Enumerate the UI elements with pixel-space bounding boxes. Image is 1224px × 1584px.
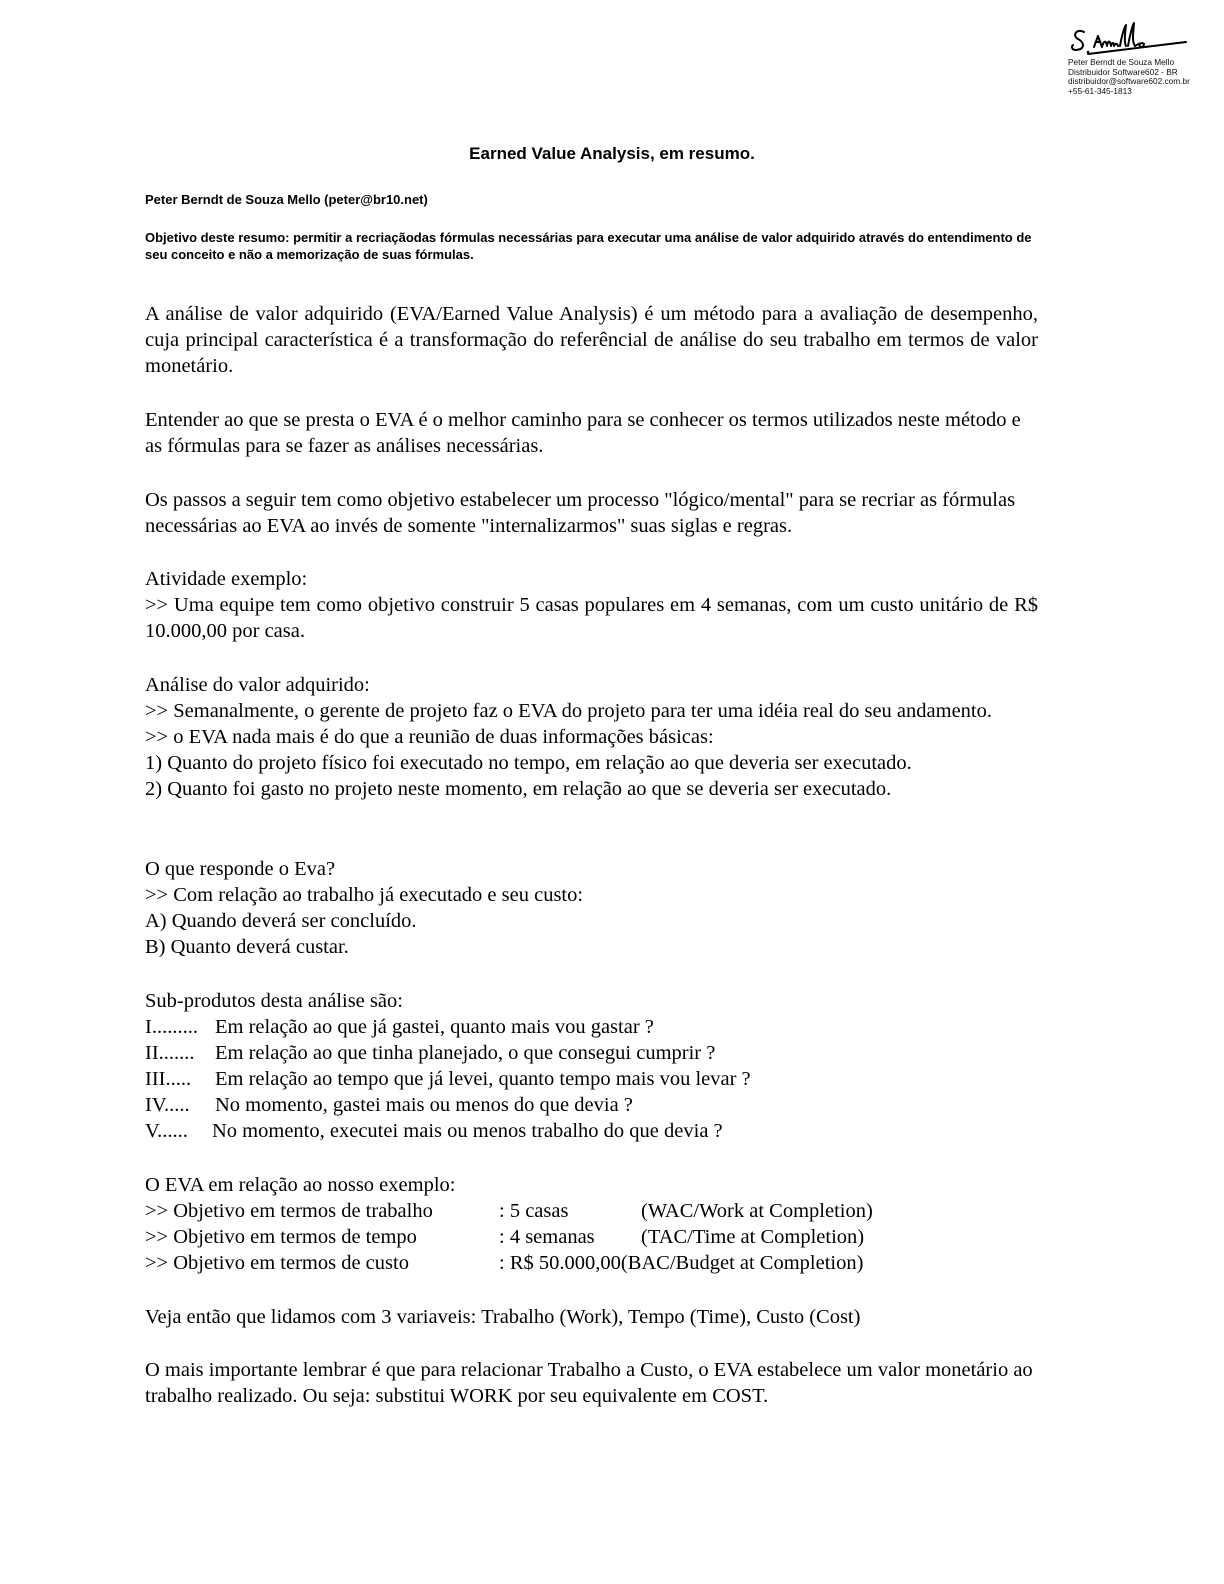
analysis-heading: Análise do valor adquirido: [145, 674, 370, 696]
list-item-text: No momento, executei mais ou menos trabalho do que devia ? [212, 1120, 723, 1142]
list-item [145, 1092, 1038, 1118]
answers-heading: O que responde o Eva? [145, 858, 336, 880]
example-text: >> Uma equipe tem como objetivo construir 5 casas populares em 4 semanas, com um custo unitário de R$ 10.000,00 por casa. [145, 594, 1038, 642]
subproducts-heading: Sub-produtos desta análise são: [145, 990, 403, 1012]
list-item-text: Em relação ao que já gastei, quanto mais vou gastar ? [215, 1016, 654, 1038]
list-item-text: No momento, gastei mais ou menos do que devia ? [215, 1094, 633, 1116]
list-item: A) Quando deverá ser concluído. [145, 910, 417, 932]
author-line: Peter Berndt de Souza Mello (peter@br10.net) [145, 192, 428, 207]
list-item [145, 1066, 1038, 1092]
page-title: Earned Value Analysis, em resumo. [469, 144, 755, 163]
conclusion-paragraph: O mais importante lembrar é que para relacionar Trabalho a Custo, o EVA estabelece um valor monetário ao trabalho realizado. Ou seja: substitui WORK por seu equivalente em COST. [145, 1359, 1033, 1407]
table-row [145, 1250, 1038, 1276]
subproducts-section [145, 988, 1038, 1144]
list-item [145, 1014, 1038, 1040]
list-item: 2) Quanto foi gasto no projeto neste momento, em relação ao que se deveria ser executado. [145, 778, 892, 800]
example-heading: Atividade exemplo: [145, 568, 308, 590]
understanding-paragraph: Entender ao que se presta o EVA é o melhor caminho para se conhecer os termos utilizados neste método e as fórmulas para se fazer as análises necessárias. [145, 409, 1021, 457]
table-row [145, 1198, 1038, 1224]
contact-email: distribuidor@software602.com.br [1068, 76, 1190, 87]
objective-label: >> Objetivo em termos de custo [145, 1252, 409, 1274]
example-section [145, 566, 1038, 644]
list-item [145, 1040, 1038, 1066]
list-item-number: I......... [145, 1016, 198, 1038]
objective-value: : R$ 50.000,00 [499, 1252, 621, 1274]
list-item-number: II....... [145, 1042, 195, 1064]
eva-example-section [145, 1172, 1038, 1276]
summary-objective: Objetivo deste resumo: permitir a recriaçãodas fórmulas necessárias para executar uma análise de valor adquirido através do entendimento de seu conceito e não a memorização de suas fórmulas. [145, 230, 1032, 262]
analysis-weekly: >> Semanalmente, o gerente de projeto faz o EVA do projeto para ter uma idéia real do seu andamento. [145, 700, 992, 722]
objective-label: >> Objetivo em termos de tempo [145, 1226, 417, 1248]
list-item: B) Quanto deverá custar. [145, 936, 349, 958]
objective-term: (TAC/Time at Completion) [641, 1226, 865, 1248]
contact-phone: +55-61-345-1813 [1068, 85, 1132, 96]
objective-value: : 4 semanas [499, 1226, 595, 1248]
answers-intro: >> Com relação ao trabalho já executado e seu custo: [145, 884, 584, 906]
signature-image [1068, 14, 1190, 58]
objective-label: >> Objetivo em termos de trabalho [145, 1200, 433, 1222]
table-row [145, 1224, 1038, 1250]
list-item-number: V...... [145, 1120, 188, 1142]
analysis-section [145, 672, 1038, 802]
intro-paragraph: A análise de valor adquirido (EVA/Earned Value Analysis) é um método para a avaliação de desempenho, cuja principal característica é a transformação do referêncial de análise do seu trabalho em termos de valor monetário. [145, 303, 1038, 377]
header-signature-block [1068, 14, 1218, 96]
list-item-text: Em relação ao que tinha planejado, o que consegui cumprir ? [215, 1042, 716, 1064]
objective-term: (WAC/Work at Completion) [641, 1200, 873, 1222]
list-item-text: Em relação ao tempo que já levei, quanto tempo mais vou levar ? [215, 1068, 751, 1090]
eva-example-heading: O EVA em relação ao nosso exemplo: [145, 1174, 456, 1196]
answers-section [145, 856, 1038, 960]
list-item-number: IV..... [145, 1094, 190, 1116]
list-item [145, 1118, 1038, 1144]
list-item: 1) Quanto do projeto físico foi executado no tempo, em relação ao que deveria ser executado. [145, 752, 912, 774]
objective-value: : 5 casas [499, 1200, 569, 1222]
objective-term: (BAC/Budget at Completion) [620, 1252, 864, 1274]
analysis-union: >> o EVA nada mais é do que a reunião de duas informações básicas: [145, 726, 714, 748]
variables-paragraph: Veja então que lidamos com 3 variaveis: Trabalho (Work), Tempo (Time), Custo (Cost) [145, 1306, 861, 1328]
list-item-number: III..... [145, 1068, 192, 1090]
contact-name: Peter Berndt de Souza Mello [1068, 57, 1175, 67]
steps-paragraph: Os passos a seguir tem como objetivo estabelecer um processo "lógico/mental" para se recriar as fórmulas necessárias ao EVA ao invés de somente "internalizarmos" suas siglas e regras. [145, 489, 1016, 537]
contact-role: Distribuidor Software602 - BR [1068, 66, 1178, 77]
